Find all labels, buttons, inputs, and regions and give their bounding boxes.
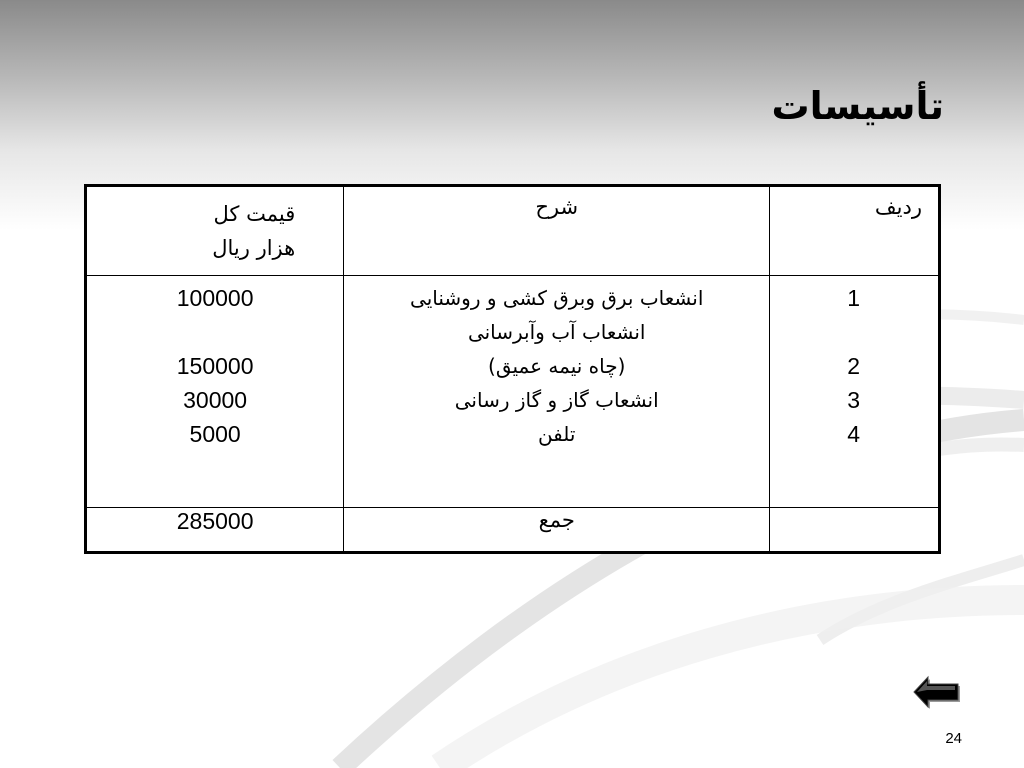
table-body-row [86, 276, 940, 508]
row-number-cell: 1 [847, 285, 860, 311]
page-number: 24 [945, 730, 962, 747]
table-total-row [86, 508, 940, 553]
row-number-cell: 2 [847, 353, 860, 379]
description-cell: (چاه نیمه عمیق) [488, 354, 626, 378]
row-number-column [770, 276, 940, 508]
header-price [86, 186, 344, 276]
price-cell: 30000 [183, 387, 248, 413]
table-header-row [86, 186, 940, 276]
description-cell: تلفن [537, 422, 576, 446]
price-column [86, 276, 344, 508]
description-cell: انشعاب آب وآبرسانی [467, 320, 646, 344]
total-value: 285000 [86, 508, 344, 553]
back-button[interactable] [912, 672, 960, 712]
description-column [344, 276, 770, 508]
header-description-label: شرح [535, 195, 579, 219]
total-label: جمع [344, 508, 770, 553]
header-row-number [770, 186, 940, 276]
total-empty-cell [770, 508, 940, 553]
row-number-cell [770, 315, 860, 349]
slide-title: تأسیسات [771, 84, 944, 128]
header-row-label: ردیف [874, 195, 922, 219]
price-cell: 150000 [176, 353, 254, 379]
facilities-table [84, 184, 941, 554]
row-number-cell: 4 [847, 421, 860, 447]
header-price-line2: هزار ریال [212, 236, 296, 260]
header-description [344, 186, 770, 276]
price-cell: 5000 [189, 421, 241, 447]
description-cell: انشعاب گاز و گاز رسانی [454, 388, 659, 412]
header-price-line1: قیمت کل [213, 202, 296, 226]
row-number-cell: 3 [847, 387, 860, 413]
price-cell [87, 315, 343, 349]
back-arrow-icon [912, 672, 960, 712]
description-cell: انشعاب برق وبرق کشی و روشنایی [410, 286, 704, 310]
price-cell: 100000 [176, 285, 254, 311]
